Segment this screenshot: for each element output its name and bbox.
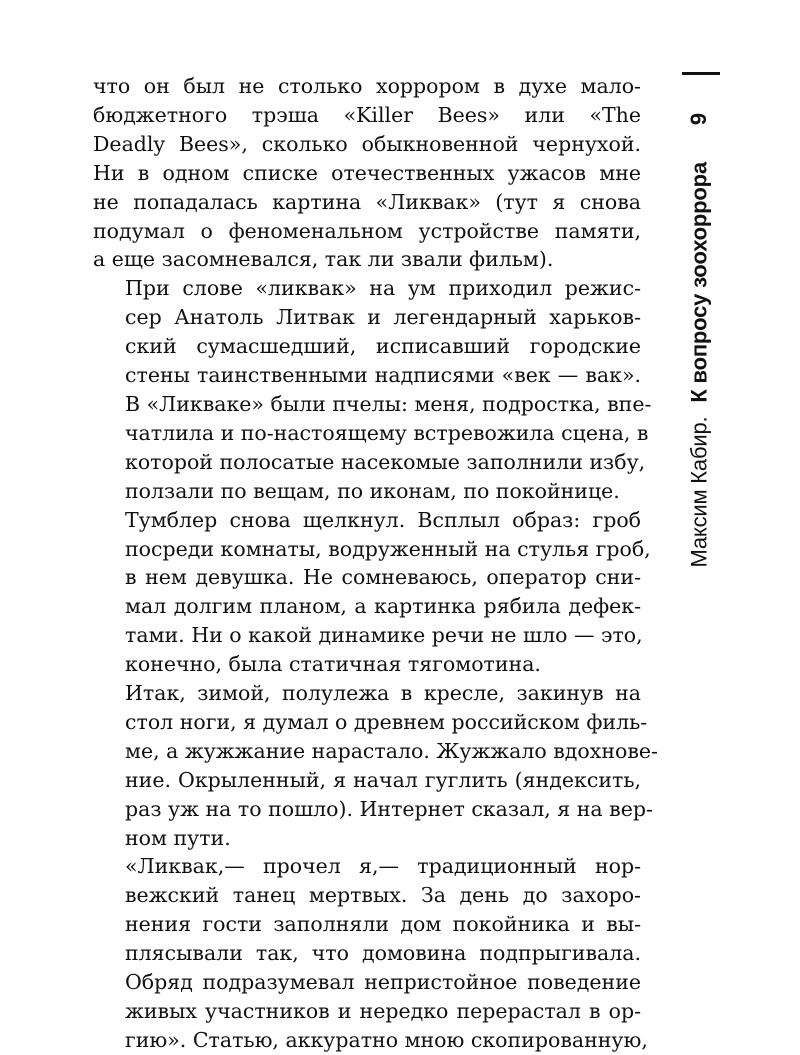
text-line: вежский танец мертвых. За день до захоро- [125,883,641,908]
text-line: гию». Статью, аккуратно мною скопированную, [125,1027,648,1052]
text-line: тами. Ни о какой динамике речи не шло — это, [125,623,643,648]
body-text [93,72,658,1055]
text-line: которой полосатые насекомые заполнили избу, [125,449,646,474]
header-rule [682,72,720,75]
text-line: В «Ликваке» были пчелы: меня, подростка, впе- [125,391,652,416]
running-head [664,161,734,567]
text-line: ние. Окрыленный, я начал гуглить (яндексить, [125,767,641,792]
text-line: нения гости заполняли дом покойника и вы- [125,912,641,937]
text-line: плясывали так, что домовина подпрыгивала. [125,941,641,966]
paragraph-5 [93,852,648,1054]
text-line: сер Анатоль Литвак и легендарный харьков- [125,305,641,330]
running-head-text [679,161,719,567]
text-line: При слове «ликвак» на ум приходил режис- [125,276,641,301]
text-line: ползали по вещам, по иконам, по покойнице. [125,478,620,503]
paragraph-4 [93,679,658,852]
text-line: живых участников и нередко перерастал в ор- [125,999,641,1023]
text-line: «Ликвак,— прочел я,— традиционный нор- [125,854,641,879]
text-line: раз уж на то пошло). Интернет сказал, я на вер- [125,796,653,821]
text-line: чатлила и по-настоящему встревожила сцена, в [125,420,649,445]
text-line: Deadly Bees», сколько обыкновенной чернухой. [93,131,641,156]
paragraph-3 [93,506,651,679]
text-line: Тумблер снова щелкнул. Всплыл образ: гроб [125,507,641,532]
text-line: ном пути. [125,825,231,850]
text-line: не попадалась картина «Ликвак» (тут я снова [93,189,641,214]
text-line: конечно, была статичная тягомотина. [125,652,541,677]
paragraph-1 [93,72,641,274]
text-line: а еще засомневался, так ли звали фильм). [93,247,554,272]
text-line: что он был не столько хоррором в духе мало- [93,74,641,98]
text-line: Ни в одном списке отечественных ужасов мне [93,160,641,185]
text-line: подумал о феноменальном устройстве памяти, [93,218,641,243]
page-number: 9 [686,112,711,126]
text-line: стол ноги, я думал о древнем российском филь- [125,709,648,734]
author-name: Максим Кабир. [686,416,711,567]
text-line: мал долгим планом, а картинка рябила дефек- [125,594,641,619]
paragraph-2 [93,274,652,505]
text-line: Итак, зимой, полулежа в кресле, закинув на [125,681,641,706]
book-title: К вопросу зоохоррора [686,161,711,403]
text-line: ме, а жужжание нарастало. Жужжало вдохнове- [125,738,658,763]
text-line: Обряд подразумевал непристойное поведение [125,970,641,995]
text-line: бюджетного трэша «Killer Bees» или «The [93,102,641,127]
text-line: стены таинственными надписями «век — вак». [125,363,641,388]
text-line: посреди комнаты, водруженный на стулья гроб, [125,536,651,561]
text-line: в нем девушка. Не сомневаюсь, оператор сни- [125,565,641,590]
text-line: ский сумасшедший, исписавший городские [125,334,641,359]
